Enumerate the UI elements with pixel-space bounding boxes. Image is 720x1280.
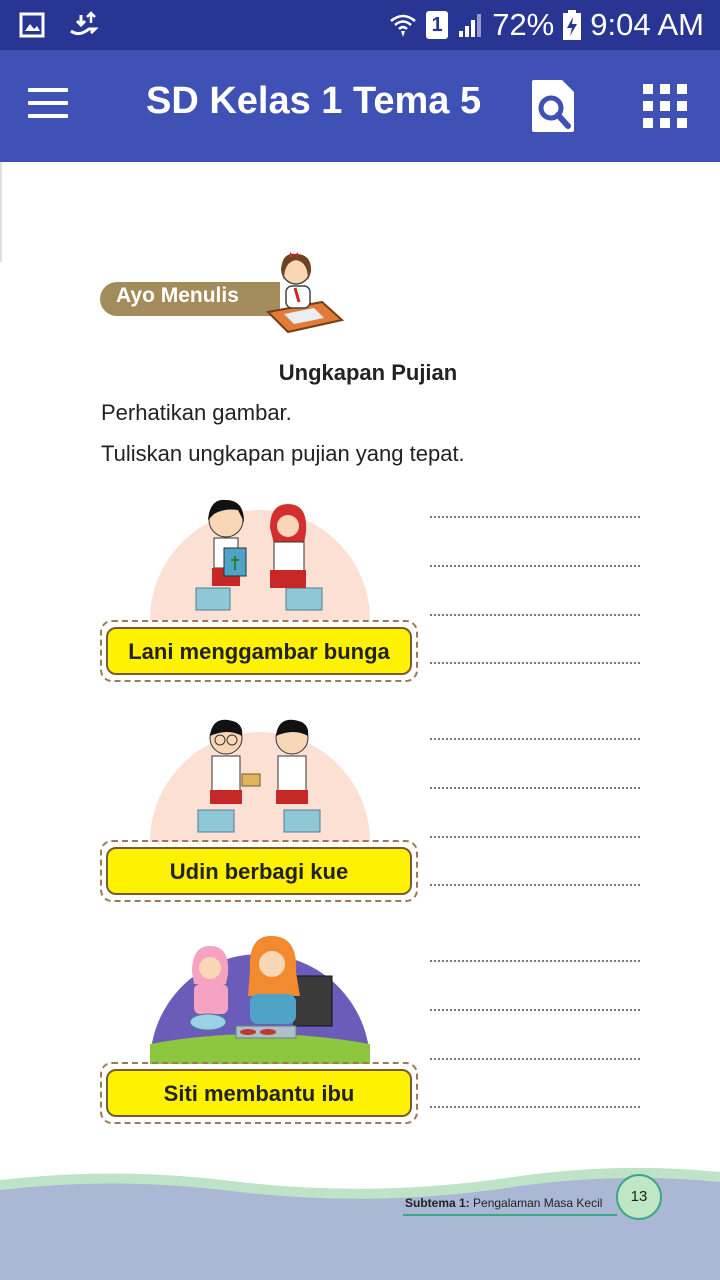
footer-underline (403, 1214, 617, 1216)
answer-line-1a[interactable] (430, 516, 640, 518)
answer-line-2a[interactable] (430, 738, 640, 740)
menu-icon-bar (28, 114, 68, 118)
notification-icons (18, 10, 100, 40)
signal-icon (456, 11, 484, 39)
exercise-item-2 (98, 702, 422, 912)
answer-line-3d[interactable] (430, 1106, 640, 1108)
answer-line-2c[interactable] (430, 836, 640, 838)
menu-icon-bar (28, 101, 68, 105)
subtema-title: Pengalaman Masa Kecil (473, 1196, 603, 1210)
answer-line-3c[interactable] (430, 1058, 640, 1060)
download-upload-icon (66, 11, 100, 39)
answer-line-1d[interactable] (430, 662, 640, 664)
answer-line-3b[interactable] (430, 1009, 640, 1011)
footer-subtema (405, 1196, 602, 1210)
subtema-label: Subtema 1: (405, 1196, 470, 1210)
search-document-icon[interactable] (528, 78, 578, 134)
answer-line-2b[interactable] (430, 787, 640, 789)
status-bar (0, 0, 720, 50)
clock: 9:04 AM (590, 7, 704, 42)
instruction-1: Perhatikan gambar. (101, 400, 292, 425)
sim-icon: 1 (426, 11, 448, 39)
answer-line-2d[interactable] (430, 884, 640, 886)
answer-line-1c[interactable] (430, 614, 640, 616)
caption-2: Udin berbagi kue (106, 847, 412, 895)
exercise-item-3 (98, 924, 422, 1134)
book-page[interactable] (0, 162, 720, 1280)
wifi-icon (388, 11, 418, 39)
exercise-item-1 (98, 480, 422, 690)
apps-grid-icon[interactable] (642, 83, 688, 129)
footer-wave (0, 1162, 720, 1280)
system-icons (388, 0, 704, 50)
instruction-2: Tuliskan ungkapan pujian yang tepat. (101, 441, 465, 466)
exercise-title: Ungkapan Pujian (278, 360, 458, 385)
battery-percent: 72% (492, 7, 555, 42)
caption-3: Siti membantu ibu (106, 1069, 412, 1117)
app-bar (0, 50, 720, 162)
answer-line-1b[interactable] (430, 565, 640, 567)
page-edge (0, 162, 2, 262)
page-number: 13 (616, 1174, 662, 1220)
menu-icon (28, 88, 68, 92)
menu-button[interactable] (28, 88, 70, 122)
image-icon (18, 11, 46, 39)
caption-1: Lani menggambar bunga (106, 627, 412, 675)
app-title: SD Kelas 1 Tema 5 (146, 80, 482, 122)
answer-line-3a[interactable] (430, 960, 640, 962)
battery-charging-icon (562, 10, 582, 40)
section-tag-label: Ayo Menulis (116, 284, 239, 307)
writing-girl-illustration (262, 246, 344, 340)
